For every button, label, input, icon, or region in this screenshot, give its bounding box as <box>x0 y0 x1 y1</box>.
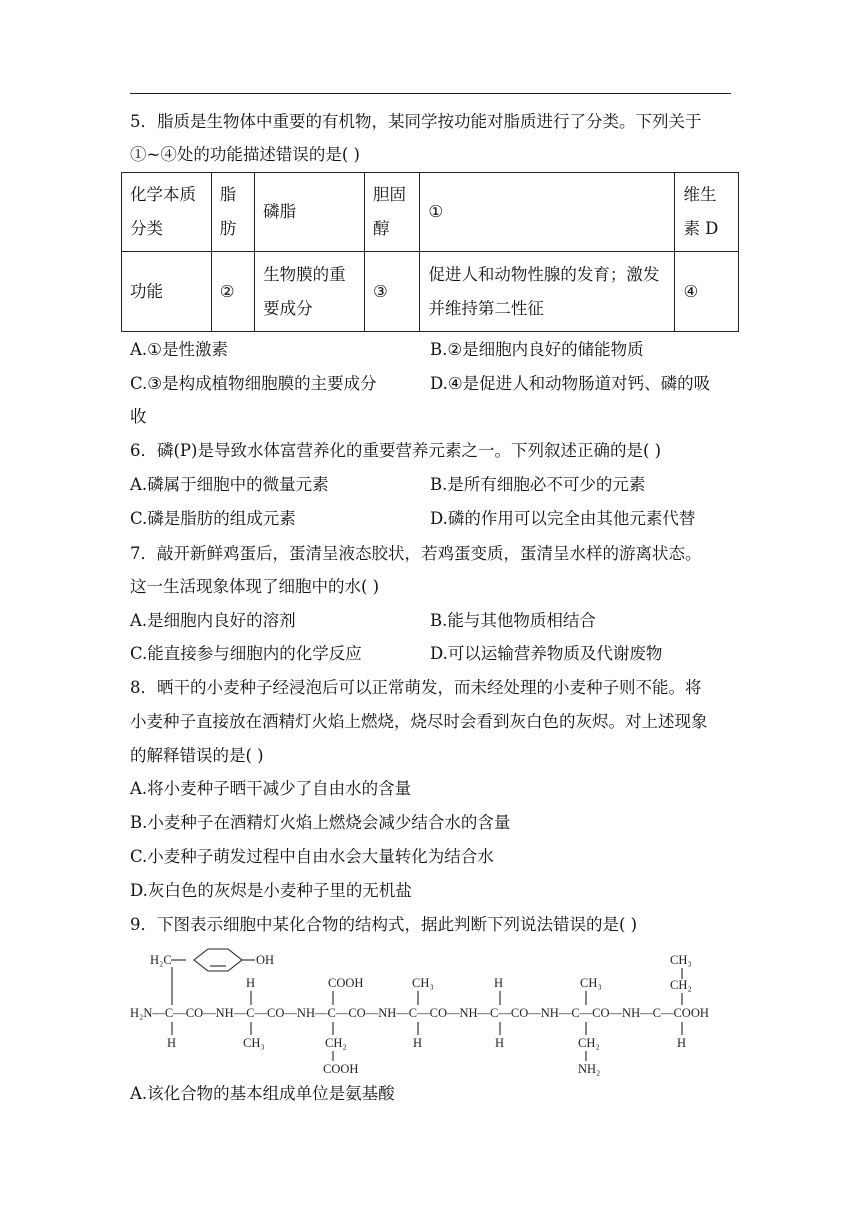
formula-top-0: H₂C <box>150 953 172 967</box>
q5-option-c[interactable]: C.③是构成植物细胞膜的主要成分 <box>130 374 377 393</box>
table-cell-blank-3: ③ <box>364 252 419 332</box>
q8-option-c[interactable]: C.小麦种子萌发过程中自由水会大量转化为结合水 <box>130 847 494 866</box>
q6-option-d[interactable]: D.磷的作用可以完全由其他元素代替 <box>430 509 696 528</box>
table-cell-blank-2: ② <box>211 252 254 332</box>
q7-option-a[interactable]: A.是细胞内良好的溶剂 <box>130 611 296 630</box>
q5-option-a[interactable]: A.①是性激素 <box>130 340 228 359</box>
formula-top-3: COOH <box>328 976 364 990</box>
formula-bottom-7: NH₂ <box>578 1062 601 1076</box>
table-cell-function-label: 功能 <box>122 252 212 332</box>
formula-top-5: H <box>494 976 504 990</box>
table-cell-fat: 脂 肪 <box>211 173 254 252</box>
q8-stem-line1: 8．晒干的小麦种子经浸泡后可以正常萌发，而未经处理的小麦种子则不能。将 <box>130 678 702 697</box>
q6-option-a[interactable]: A.磷属于细胞中的微量元素 <box>130 475 329 494</box>
table-cell-cholesterol: 胆固 醇 <box>364 173 419 252</box>
formula-top-7: CH₂ <box>670 978 692 992</box>
formula-top-1: OH <box>256 953 275 967</box>
q7-stem-line2: 这一生活现象体现了细胞中的水( ) <box>130 577 380 596</box>
q9-option-a[interactable]: A.该化合物的基本组成单位是氨基酸 <box>130 1084 395 1103</box>
table-cell-blank-4: ④ <box>675 252 739 332</box>
q9-stem: 9．下图表示细胞中某化合物的结构式，据此判断下列说法错误的是( ) <box>130 915 638 934</box>
q7-stem-line1: 7．敲开新鲜鸡蛋后，蛋清呈液态胶状，若鸡蛋变质，蛋清呈水样的游离状态。 <box>130 544 702 563</box>
formula-bottom-3: COOH <box>323 1062 359 1076</box>
q9-structural-formula <box>130 947 735 1077</box>
table-cell-phospholipid: 磷脂 <box>255 173 365 252</box>
q7-option-c[interactable]: C.能直接参与细胞内的化学反应 <box>130 644 362 663</box>
q7-option-d[interactable]: D.可以运输营养物质及代谢废物 <box>430 644 663 663</box>
q6-option-c[interactable]: C.磷是脂肪的组成元素 <box>130 509 296 528</box>
q8-stem-line2: 小麦种子直接放在酒精灯火焰上燃烧，烧尽时会看到灰白色的灰烬。对上述现象 <box>130 712 708 731</box>
formula-bottom-1: CH₃ <box>243 1036 265 1050</box>
table-cell-membrane-component: 生物膜的重 要成分 <box>255 252 365 332</box>
q8-option-d[interactable]: D.灰白色的灰烬是小麦种子里的无机盐 <box>130 881 412 900</box>
formula-bottom-6: CH₂ <box>578 1036 600 1050</box>
q8-option-b[interactable]: B.小麦种子在酒精灯火焰上燃烧会减少结合水的含量 <box>130 813 511 832</box>
benzene-ring-icon <box>194 949 242 971</box>
q8-stem-line3: 的解释错误的是( ) <box>130 746 264 765</box>
q5-lipid-table <box>121 172 739 332</box>
q6-stem: 6．磷(P)是导致水体富营养化的重要营养元素之一。下列叙述正确的是( ) <box>130 441 662 460</box>
formula-bottom-4: H <box>413 1036 423 1050</box>
table-cell-blank-1: ① <box>420 173 675 252</box>
q5-option-d[interactable]: D.④是促进人和动物肠道对钙、磷的吸 <box>430 374 711 393</box>
table-cell-category-label: 化学本质 分类 <box>122 173 212 252</box>
formula-top-2: H <box>246 976 256 990</box>
q5-stem-line1: 5．脂质是生物体中重要的有机物，某同学按功能对脂质进行了分类。下列关于 <box>130 112 702 131</box>
q6-option-b[interactable]: B.是所有细胞必不可少的元素 <box>430 475 646 494</box>
q5-stem-line2: ①~④处的功能描述错误的是( ) <box>130 145 360 164</box>
header-rule <box>130 93 731 94</box>
formula-bottom-5: H <box>495 1036 505 1050</box>
formula-main-chain: H₂N—C—CO—NH—C—CO—NH—C—CO—NH—C—CO—NH—C—CO—NH—C—CO—NH—C—COOH <box>130 1006 709 1020</box>
formula-top-extra: CH₃ <box>670 953 692 967</box>
q8-option-a[interactable]: A.将小麦种子晒干减少了自由水的含量 <box>130 779 412 798</box>
formula-top-6: CH₃ <box>580 976 602 990</box>
q5-option-d-continued: 收 <box>130 407 147 426</box>
table-cell-sex-hormone-function: 促进人和动物性腺的发育；激发 并维持第二性征 <box>420 252 675 332</box>
formula-top-4: CH₃ <box>412 976 434 990</box>
q5-option-b[interactable]: B.②是细胞内良好的储能物质 <box>430 340 644 359</box>
table-cell-vitamin-d: 维生 素 D <box>675 173 739 252</box>
formula-bottom-0: H <box>167 1036 177 1050</box>
q7-option-b[interactable]: B.能与其他物质相结合 <box>430 611 596 630</box>
formula-bottom-2: CH₂ <box>325 1036 347 1050</box>
formula-bottom-8: H <box>677 1036 687 1050</box>
